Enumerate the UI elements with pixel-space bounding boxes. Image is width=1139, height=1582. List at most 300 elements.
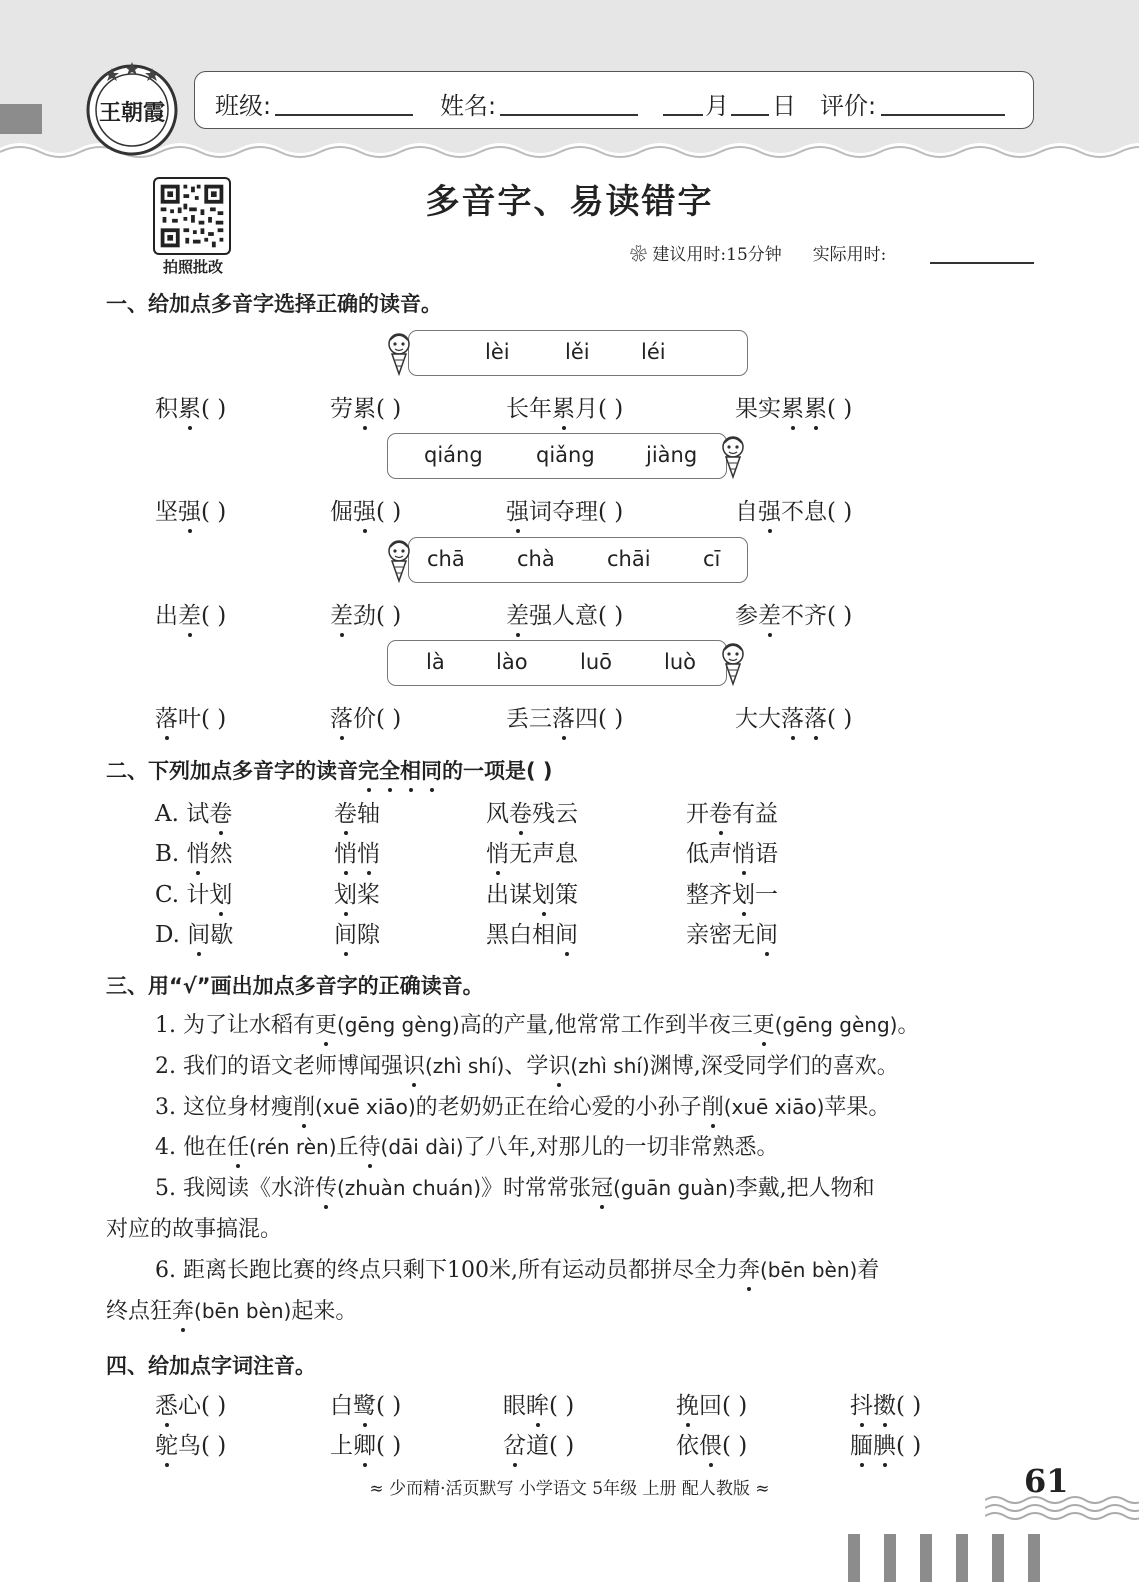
- pinyin-choice[interactable]: (zhì shí): [425, 1054, 505, 1078]
- pinyin-option: luō: [580, 650, 612, 674]
- option-word: [334, 795, 380, 828]
- dotted-char: 累: [804, 390, 827, 423]
- sentence-text: [155, 1095, 293, 1120]
- sentence-fragment: 。: [897, 1013, 920, 1038]
- word-text: 参: [735, 603, 758, 629]
- word-text: 出谋: [486, 882, 532, 908]
- pinyin-choice[interactable]: (gēng gèng): [337, 1013, 460, 1037]
- option-word: [334, 876, 380, 909]
- word-text-blank: ( ): [201, 396, 227, 422]
- dotted-char: 划: [532, 876, 555, 909]
- dotted-char: 抖: [850, 1387, 873, 1420]
- dotted-char-group: [758, 499, 781, 525]
- dotted-char-group: [552, 706, 575, 732]
- pinyin-option-box: [387, 640, 727, 686]
- sentence-fragment: 6. 距离长跑比赛的终点只剩下100米,所有运动员都拼尽全力: [155, 1258, 738, 1283]
- word-text-blank: 回( ): [699, 1393, 748, 1419]
- dotted-char: 强: [506, 493, 529, 526]
- qr-label: 拍照批改: [162, 258, 223, 276]
- word-item-with-blank: [506, 597, 623, 630]
- dotted-char-group: [334, 801, 357, 827]
- dotted-char: 悄: [486, 835, 509, 868]
- dotted-char: 累: [781, 390, 804, 423]
- word-text-blank: ( ): [896, 1393, 922, 1419]
- dotted-char: 落: [781, 700, 804, 733]
- option-label: D.: [155, 922, 180, 948]
- dotted-char: 奔: [738, 1253, 760, 1284]
- actual-time-input-line[interactable]: [930, 262, 1034, 264]
- sentence-fragment: 李戴,把人物和: [735, 1176, 875, 1201]
- dotted-char: 划: [209, 876, 232, 909]
- dotted-char-group: [781, 396, 827, 422]
- phonetic-blank-item: [330, 1427, 401, 1460]
- word-text: 一: [755, 882, 778, 908]
- sentence-text: [775, 1013, 920, 1038]
- dotted-char-group: [155, 1433, 178, 1459]
- dotted-char: 卷: [209, 795, 232, 828]
- section2-heading: 二、下列加点多音字的读音完全相同的一项是( ): [106, 755, 553, 785]
- phonetic-blank-item: [850, 1427, 921, 1460]
- dotted-char: 划: [334, 876, 357, 909]
- word-text: 倔: [330, 499, 353, 525]
- dotted-char-group: [532, 882, 555, 908]
- phonetic-blank-item: [850, 1387, 921, 1420]
- phonetic-blank-item: [676, 1387, 747, 1420]
- dotted-char: 鹭: [353, 1387, 376, 1420]
- word-text-blank: 词夺理( ): [529, 499, 624, 525]
- pinyin-option-box: [408, 330, 748, 376]
- dotted-char: 同: [421, 755, 442, 785]
- sentence-fragment: 了八年,对那儿的一切非常熟悉。: [463, 1135, 779, 1160]
- dotted-char: 间: [187, 916, 210, 949]
- option-word: [486, 876, 578, 909]
- dotted-char: 识: [403, 1049, 425, 1080]
- dotted-char-group: [209, 882, 232, 908]
- dotted-char-group: [850, 1433, 896, 1459]
- option-choice[interactable]: [155, 876, 232, 909]
- time-row: [630, 240, 886, 265]
- footer-text: ≈ 少而精·活页默写 小学语文 5年级 上册 配人教版 ≈: [369, 1479, 770, 1499]
- dotted-char-group: [293, 1095, 315, 1120]
- dotted-char: 削: [702, 1090, 724, 1121]
- word-item-with-blank: [735, 700, 852, 733]
- word-item-with-blank: [506, 493, 623, 526]
- sentence-fragment: 渊博,深受同学们的喜欢。: [649, 1054, 899, 1079]
- word-text: 有益: [732, 801, 778, 827]
- word-text: 策: [555, 882, 578, 908]
- dotted-char: 削: [293, 1090, 315, 1121]
- dotted-char: 传: [315, 1171, 337, 1202]
- word-text: 坚: [155, 499, 178, 525]
- actual-time-label: 实际用时:: [812, 245, 887, 265]
- word-text-blank: ( ): [201, 499, 227, 525]
- word-text-blank: 四( ): [575, 706, 624, 732]
- word-text: 依: [676, 1433, 699, 1459]
- month-label: 月: [705, 92, 729, 120]
- pinyin-option: lěi: [565, 340, 590, 364]
- dotted-char: 奔: [172, 1294, 194, 1325]
- dotted-char-group: [315, 1176, 337, 1201]
- sentence-line: [155, 1008, 919, 1039]
- option-word: [686, 916, 778, 949]
- option-label: B.: [155, 841, 180, 867]
- sentence-fragment: 4. 他在: [155, 1135, 227, 1160]
- dotted-char-group: [738, 1258, 760, 1283]
- eval-input-line[interactable]: [881, 114, 1005, 116]
- dotted-char-group: [732, 882, 755, 908]
- dotted-char: 腆: [873, 1427, 896, 1460]
- word-text-blank: 强人意( ): [529, 603, 624, 629]
- dotted-char-group: [732, 841, 755, 867]
- sentence-fragment: 丘: [336, 1135, 359, 1160]
- sentence-fragment: 终点狂: [106, 1299, 173, 1324]
- word-text-blank: 劲( ): [353, 603, 402, 629]
- sentence-text: [337, 1176, 591, 1201]
- sentence-line: [155, 1090, 890, 1121]
- phonetic-blank-item: [676, 1427, 747, 1460]
- word-text-blank: 心( ): [178, 1393, 227, 1419]
- pinyin-option-box: [387, 433, 727, 479]
- sentence-fragment: 着: [857, 1258, 880, 1283]
- option-label: A.: [155, 801, 179, 827]
- dotted-char-group: [506, 603, 529, 629]
- sentence-text: [155, 1135, 227, 1160]
- dotted-char: 相: [400, 755, 421, 785]
- suggested-time: 建议用时:15分钟: [652, 245, 782, 265]
- sentence-line: [155, 1253, 879, 1284]
- sentence-fragment: 》时常常张: [481, 1176, 592, 1201]
- sentence-text: [570, 1054, 898, 1079]
- class-label: 班级:: [215, 92, 272, 120]
- pinyin-option: luò: [664, 650, 696, 674]
- sentence-line: [106, 1294, 357, 1325]
- word-text: 亲密无: [686, 922, 755, 948]
- word-text: 试: [186, 801, 210, 827]
- option-word: [486, 916, 578, 949]
- pinyin-option: qiáng: [424, 443, 483, 467]
- dotted-char: 冠: [591, 1171, 613, 1202]
- word-text: 残云: [532, 801, 578, 827]
- word-text-blank: ( ): [827, 706, 853, 732]
- dotted-char-group: [486, 841, 509, 867]
- word-text: 果实: [735, 396, 781, 422]
- dotted-char-group: [359, 1135, 381, 1160]
- phonetic-blank-item: [330, 1387, 401, 1420]
- pinyin-choice[interactable]: (guān guàn): [613, 1176, 736, 1200]
- pinyin-option: chāi: [607, 547, 651, 571]
- dotted-char: 强: [758, 493, 781, 526]
- option-word: [686, 835, 778, 868]
- dotted-char: 差: [506, 597, 529, 630]
- footer-bar: [992, 1534, 1004, 1582]
- dotted-char-group: [155, 1393, 178, 1419]
- dotted-char: 落: [155, 700, 178, 733]
- word-text-blank: ( ): [722, 1433, 748, 1459]
- word-text-blank: ( ): [827, 396, 853, 422]
- page-number: 61: [1024, 1462, 1069, 1500]
- sentence-text: [155, 1176, 315, 1201]
- word-text: 隙: [357, 922, 380, 948]
- dotted-char-group: [178, 603, 201, 629]
- pinyin-option: léi: [641, 340, 666, 364]
- dotted-char-group: [555, 922, 578, 948]
- dotted-char-group: [187, 922, 210, 948]
- dotted-char: 眸: [526, 1387, 549, 1420]
- sentence-text: [106, 1217, 282, 1242]
- dotted-char: 完: [358, 755, 379, 785]
- dotted-char-group: [330, 603, 353, 629]
- word-item-with-blank: [330, 493, 401, 526]
- option-label: C.: [155, 882, 180, 908]
- word-item-with-blank: [155, 493, 226, 526]
- day-input-line[interactable]: [731, 114, 769, 116]
- cartoon-doll-icon: [384, 330, 414, 378]
- dotted-char: 落: [330, 700, 353, 733]
- dotted-char-group: [315, 1013, 337, 1038]
- pinyin-option: lào: [496, 650, 528, 674]
- word-text: 积: [155, 396, 178, 422]
- dotted-char: 悉: [155, 1387, 178, 1420]
- option-choice[interactable]: [155, 916, 233, 949]
- sentence-fragment: 对应的故事搞混。: [106, 1217, 283, 1242]
- pinyin-choice[interactable]: (dāi dài): [380, 1135, 464, 1159]
- side-tab-block: [0, 104, 42, 134]
- word-item-with-blank: [735, 493, 852, 526]
- pinyin-choice[interactable]: (bēn bèn): [194, 1299, 292, 1323]
- word-text: 开: [686, 801, 709, 827]
- word-item-with-blank: [506, 700, 623, 733]
- brand-logo-seal: [84, 60, 180, 156]
- sentence-text: [381, 1135, 779, 1160]
- dotted-char-group: [353, 1393, 376, 1419]
- sentence-line: [155, 1130, 779, 1161]
- pinyin-option: là: [426, 650, 445, 674]
- pinyin-option-box: [408, 537, 748, 583]
- word-text-blank: 道( ): [526, 1433, 575, 1459]
- word-text: 计: [186, 882, 210, 908]
- sentence-fragment: 2. 我们的语文老师博闻强: [155, 1054, 403, 1079]
- word-text-blank: ( ): [549, 1393, 575, 1419]
- dotted-char-group: [172, 1299, 194, 1324]
- word-text-blank: ( ): [896, 1433, 922, 1459]
- footer-bar: [1028, 1534, 1040, 1582]
- sentence-fragment: 、学: [504, 1054, 549, 1079]
- option-word: [486, 835, 578, 868]
- word-text: 低声: [686, 841, 732, 867]
- name-label: 姓名:: [440, 92, 497, 120]
- sentence-text: [760, 1258, 879, 1283]
- sentence-fragment: 高的产量,他常常工作到半夜三: [459, 1013, 753, 1038]
- word-item-with-blank: [506, 390, 623, 423]
- word-text: 出: [155, 603, 178, 629]
- dotted-char: 腼: [850, 1427, 873, 1460]
- dotted-char-group: [755, 922, 778, 948]
- word-text-blank: ( ): [376, 499, 402, 525]
- word-text: 整齐: [686, 882, 732, 908]
- dotted-char-group: [353, 1433, 376, 1459]
- dotted-char-group: [509, 801, 532, 827]
- dotted-char: 卿: [353, 1427, 376, 1460]
- option-word: [686, 795, 778, 828]
- cartoon-doll-icon: [384, 537, 414, 585]
- option-word: [686, 876, 778, 909]
- pinyin-choice[interactable]: (zhuàn chuán): [337, 1176, 482, 1200]
- sentence-text: [249, 1135, 359, 1160]
- dotted-char: 偎: [699, 1427, 722, 1460]
- word-text-blank: 叶( ): [178, 706, 227, 732]
- word-text-blank: 不息( ): [781, 499, 853, 525]
- word-text: 无声息: [509, 841, 578, 867]
- dotted-char-group: [334, 882, 357, 908]
- dotted-char-group: [526, 1393, 549, 1419]
- option-word: [486, 795, 578, 828]
- dotted-char: 累: [353, 390, 376, 423]
- dotted-char-group: [353, 396, 376, 422]
- dotted-char: 落: [552, 700, 575, 733]
- word-item-with-blank: [155, 700, 226, 733]
- word-item-with-blank: [735, 390, 852, 423]
- pinyin-choice[interactable]: (zhì shí): [570, 1054, 650, 1078]
- dotted-char: 岔: [503, 1427, 526, 1460]
- dotted-char-group: [781, 706, 827, 732]
- dotted-char: 更: [753, 1008, 775, 1039]
- dotted-char: 卷: [509, 795, 532, 828]
- word-text: 然: [209, 841, 233, 867]
- dotted-char-group: [850, 1393, 896, 1419]
- dotted-char: 挽: [676, 1387, 699, 1420]
- dotted-char-group: [548, 1054, 570, 1079]
- dotted-char-group: [353, 499, 376, 525]
- word-text: 眼: [503, 1393, 526, 1419]
- option-choice[interactable]: [155, 835, 233, 868]
- sentence-fragment: 的老奶奶正在给心爱的小孙子: [415, 1095, 702, 1120]
- section4-heading: 四、给加点字词注音。: [106, 1354, 316, 1378]
- class-input-line[interactable]: [275, 114, 413, 116]
- dotted-char-group: [503, 1433, 526, 1459]
- word-text-blank: 鸟( ): [178, 1433, 227, 1459]
- dotted-char: 强: [178, 493, 201, 526]
- dotted-char: 悄: [732, 835, 755, 868]
- sentence-text: [155, 1054, 403, 1079]
- sentence-text: [155, 1013, 315, 1038]
- dotted-char: 强: [353, 493, 376, 526]
- option-choice[interactable]: [155, 795, 232, 828]
- word-text-blank: 不齐( ): [781, 603, 853, 629]
- pinyin-option: chà: [517, 547, 555, 571]
- dotted-char: 悄: [357, 835, 380, 868]
- pinyin-choice[interactable]: (xuē xiāo): [315, 1095, 416, 1119]
- dotted-char-group: [227, 1135, 249, 1160]
- word-text-blank: 价( ): [353, 706, 402, 732]
- sentence-fragment: 苹果。: [824, 1095, 891, 1120]
- cartoon-doll-icon: [718, 640, 748, 688]
- dotted-char: 间: [555, 916, 578, 949]
- pinyin-choice[interactable]: (gēng gèng): [774, 1013, 898, 1037]
- dotted-char: 累: [552, 390, 575, 423]
- pinyin-option: qiǎng: [536, 443, 595, 467]
- sentence-fragment: 3. 这位身材瘦: [155, 1095, 293, 1120]
- section2-dotted-text: [358, 759, 442, 783]
- pinyin-choice[interactable]: (rén rèn): [249, 1135, 337, 1159]
- word-text: 风: [486, 801, 509, 827]
- dotted-char-group: [699, 1433, 722, 1459]
- word-text: 丢三: [506, 706, 552, 732]
- option-word: [334, 835, 380, 868]
- sentence-line: [155, 1171, 875, 1202]
- dotted-char-group: [178, 396, 201, 422]
- sentence-text: [425, 1054, 548, 1079]
- word-item-with-blank: [330, 700, 401, 733]
- dotted-char: 悄: [187, 835, 210, 868]
- word-text: 歇: [210, 922, 234, 948]
- word-text-blank: ( ): [376, 1393, 402, 1419]
- sentence-text: [106, 1299, 172, 1324]
- phonetic-blank-item: [503, 1387, 574, 1420]
- dotted-char: 任: [227, 1130, 249, 1161]
- dotted-char: 差: [330, 597, 353, 630]
- word-text: 桨: [357, 882, 380, 908]
- page-title: 多音字、易读错字: [425, 182, 714, 222]
- pinyin-choice[interactable]: (bēn bèn): [760, 1258, 858, 1282]
- sentence-text: [724, 1095, 891, 1120]
- word-item-with-blank: [330, 390, 401, 423]
- pinyin-option: cī: [703, 547, 721, 571]
- word-text: 大大: [735, 706, 781, 732]
- word-item-with-blank: [330, 597, 401, 630]
- dotted-char: 卷: [709, 795, 732, 828]
- name-input-line[interactable]: [500, 114, 638, 116]
- month-input-line[interactable]: [663, 114, 703, 116]
- pinyin-option: jiàng: [646, 443, 698, 467]
- dotted-char: 识: [548, 1049, 570, 1080]
- sentence-text: [194, 1299, 357, 1324]
- dotted-char-group: [155, 706, 178, 732]
- section3-heading: 三、用“√”画出加点多音字的正确读音。: [106, 974, 484, 998]
- word-text: 自: [735, 499, 758, 525]
- sentence-line: [155, 1049, 899, 1080]
- word-text: 黑白相: [486, 922, 555, 948]
- dotted-char: 卷: [334, 795, 357, 828]
- dotted-char-group: [676, 1393, 699, 1419]
- phonetic-blank-item: [503, 1427, 574, 1460]
- word-item-with-blank: [735, 597, 852, 630]
- section1-heading: 一、给加点多音字选择正确的读音。: [106, 292, 442, 316]
- dotted-char-group: [758, 603, 781, 629]
- word-text-blank: ( ): [376, 1433, 402, 1459]
- word-text-blank: 月( ): [575, 396, 624, 422]
- dotted-char-group: [334, 841, 380, 867]
- dotted-char: 间: [334, 916, 357, 949]
- flower-icon: ❀: [630, 245, 647, 265]
- dotted-char-group: [334, 922, 357, 948]
- dotted-char: 悄: [334, 835, 357, 868]
- day-label: 日: [772, 92, 796, 120]
- dotted-char: 全: [379, 755, 400, 785]
- sentence-text: [155, 1258, 738, 1283]
- dotted-char: 划: [732, 876, 755, 909]
- dotted-char: 待: [359, 1130, 381, 1161]
- sentence-text: [337, 1013, 753, 1038]
- dotted-char: 落: [804, 700, 827, 733]
- pinyin-choice[interactable]: (xuē xiāo): [723, 1095, 825, 1119]
- word-text: 语: [755, 841, 778, 867]
- sentence-text: [315, 1095, 702, 1120]
- phonetic-blank-item: [155, 1387, 226, 1420]
- dotted-char-group: [591, 1176, 613, 1201]
- dotted-char: 差: [178, 597, 201, 630]
- dotted-char-group: [709, 801, 732, 827]
- dotted-char: 差: [758, 597, 781, 630]
